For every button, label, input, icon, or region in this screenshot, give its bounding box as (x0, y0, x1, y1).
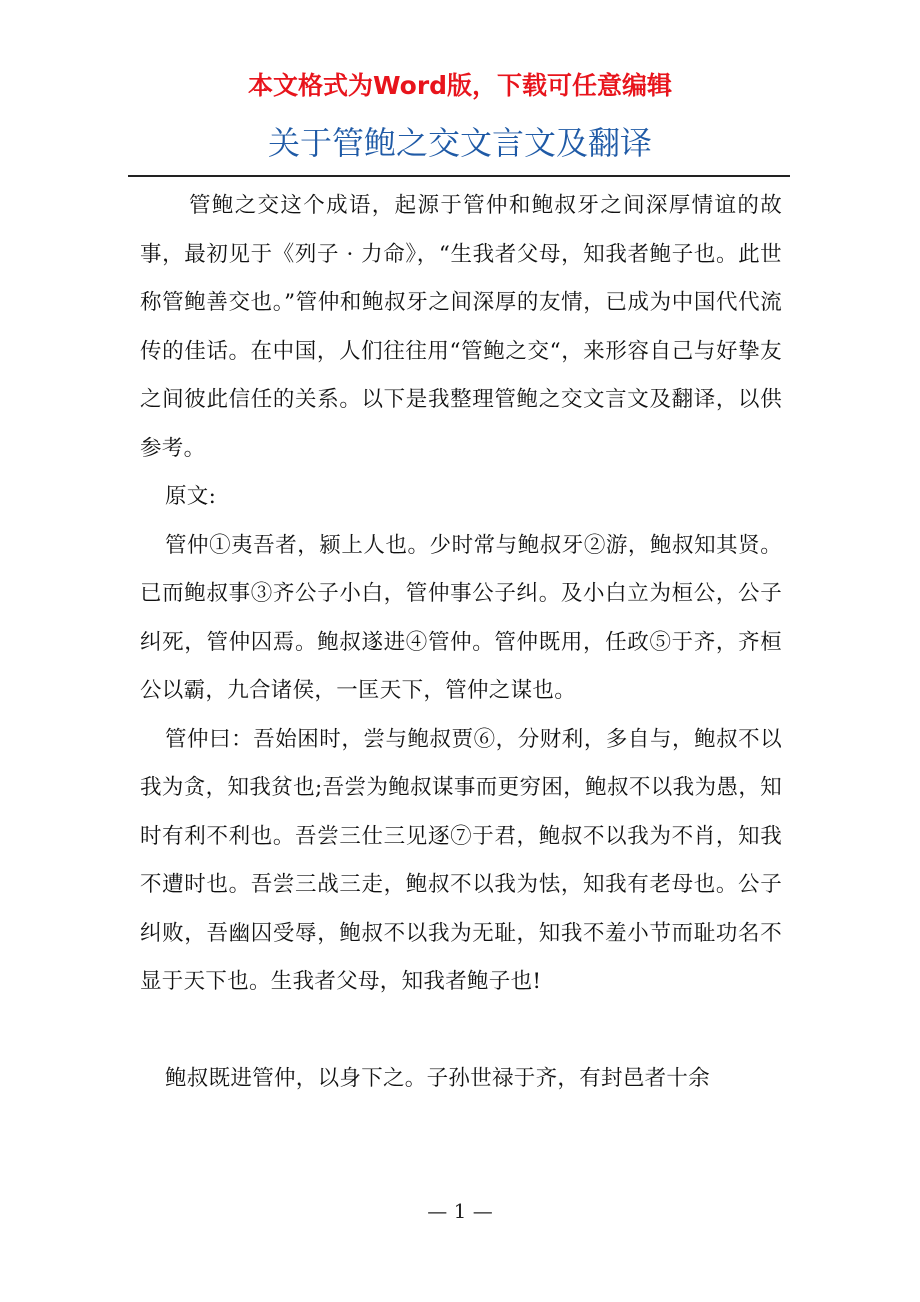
title-divider (128, 175, 790, 177)
format-notice-banner: 本文格式为Word版，下载可任意编辑 (247, 71, 673, 100)
page-number: — 1 — (427, 1199, 493, 1223)
document-body (140, 182, 782, 1103)
original-paragraph-1: 管仲①夷吾者，颍上人也。少时常与鲍叔牙②游，鲍叔知其贤。已而鲍叔事③齐公子小白，管仲事公子纠。及小白立为桓公，公子纠死，管仲囚焉。鲍叔遂进④管仲。管仲既用，任政⑤于齐，齐桓公以霸，九合诸侯，一匡天下，管仲之谋也。 (140, 532, 782, 703)
intro-paragraph: 管鲍之交这个成语，起源于管仲和鲍叔牙之间深厚情谊的故事，最初见于《列子 · 力命》，“生我者父母，知我者鲍子也。此世称管鲍善交也。”管仲和鲍叔牙之间深厚的友情，已成为中国代代流传的佳话。在中国，人们往往用“管鲍之交“，来形容自己与好挚友之间彼此信任的关系。以下是我整理管鲍之交文言文及翻译，以供参考。 (140, 193, 782, 461)
document-title: 关于管鲍之交文言文及翻译 (267, 124, 652, 162)
original-paragraph-3: 鲍叔既进管仲，以身下之。子孙世禄于齐，有封邑者十余 (165, 1065, 711, 1091)
original-text-heading: 原文: (165, 484, 217, 509)
original-paragraph-2: 管仲曰：吾始困时，尝与鲍叔贾⑥，分财利，多自与，鲍叔不以我为贪，知我贫也;吾尝为鲍叔谋事而更穷困，鲍叔不以我为愚，知时有利不利也。吾尝三仕三见逐⑦于君，鲍叔不以我为不肖，知我不遭时也。吾尝三战三走，鲍叔不以我为怯，知我有老母也。公子纠败，吾幽囚受辱，鲍叔不以我为无耻，知我不羞小节而耻功名不显于天下也。生我者父母，知我者鲍子也! (140, 726, 782, 994)
paragraph-gap (140, 1007, 782, 1055)
